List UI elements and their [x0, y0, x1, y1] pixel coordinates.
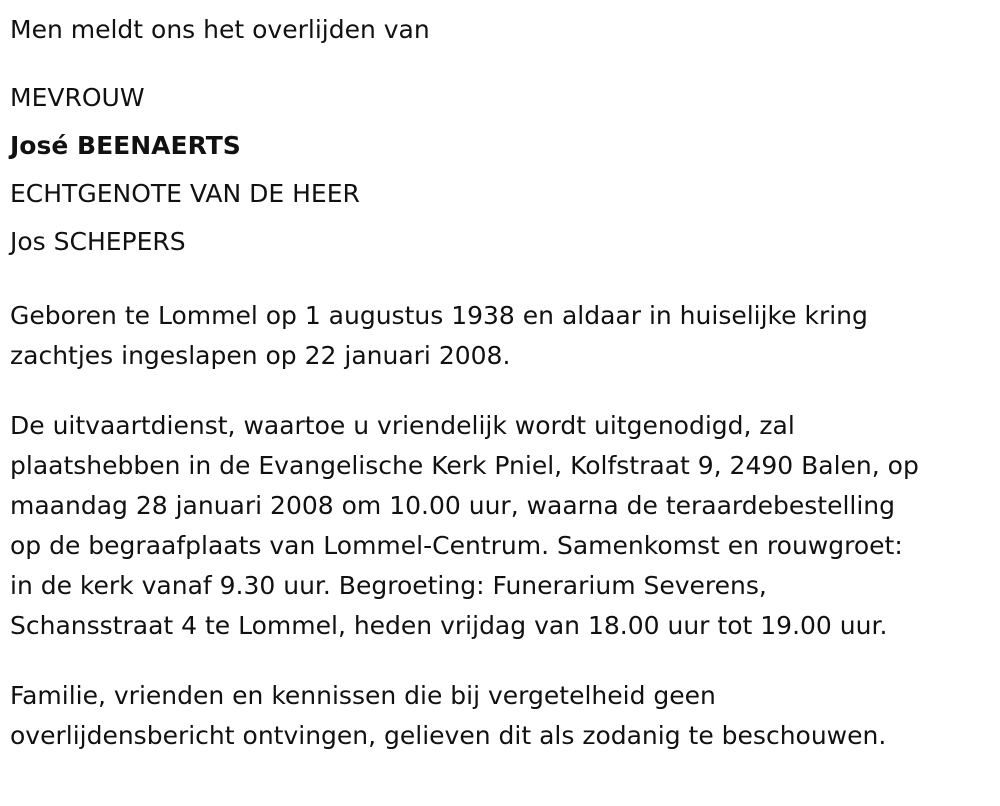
intro-text: Men meldt ons het overlijden van — [10, 15, 430, 44]
person-relation: ECHTGENOTE VAN DE HEER — [10, 179, 360, 208]
spacer — [10, 376, 990, 406]
funeral-line-6: Schansstraat 4 te Lommel, heden vrijdag van 18.00 uur tot 19.00 uur. — [10, 611, 888, 640]
spacer — [10, 50, 990, 74]
funeral-line-3: maandag 28 januari 2008 om 10.00 uur, waarna de teraardebestelling — [10, 491, 896, 520]
spacer — [10, 266, 990, 296]
spacer — [10, 646, 990, 676]
closing-paragraph — [10, 676, 990, 756]
funeral-paragraph — [10, 406, 990, 646]
person-name: José BEENAERTS — [10, 131, 241, 160]
funeral-line-4: op de begraafplaats van Lommel-Centrum. Samenkomst en rouwgroet: — [10, 531, 903, 560]
funeral-line-2: plaatshebben in de Evangelische Kerk Pniel, Kolfstraat 9, 2490 Balen, op — [10, 451, 919, 480]
person-block — [10, 74, 990, 266]
funeral-line-5: in de kerk vanaf 9.30 uur. Begroeting: Funerarium Severens, — [10, 571, 767, 600]
closing-line-1: Familie, vrienden en kennissen die bij vergetelheid geen — [10, 681, 716, 710]
person-title: MEVROUW — [10, 83, 145, 112]
closing-line-2: overlijdensbericht ontvingen, gelieven dit als zodanig te beschouwen. — [10, 721, 887, 750]
spouse-name: Jos SCHEPERS — [10, 227, 186, 256]
birth-line-1: Geboren te Lommel op 1 augustus 1938 en aldaar in huiselijke kring — [10, 301, 868, 330]
funeral-line-1: De uitvaartdienst, waartoe u vriendelijk wordt uitgenodigd, zal — [10, 411, 795, 440]
birth-line-2: zachtjes ingeslapen op 22 januari 2008. — [10, 341, 511, 370]
birth-paragraph — [10, 296, 990, 376]
